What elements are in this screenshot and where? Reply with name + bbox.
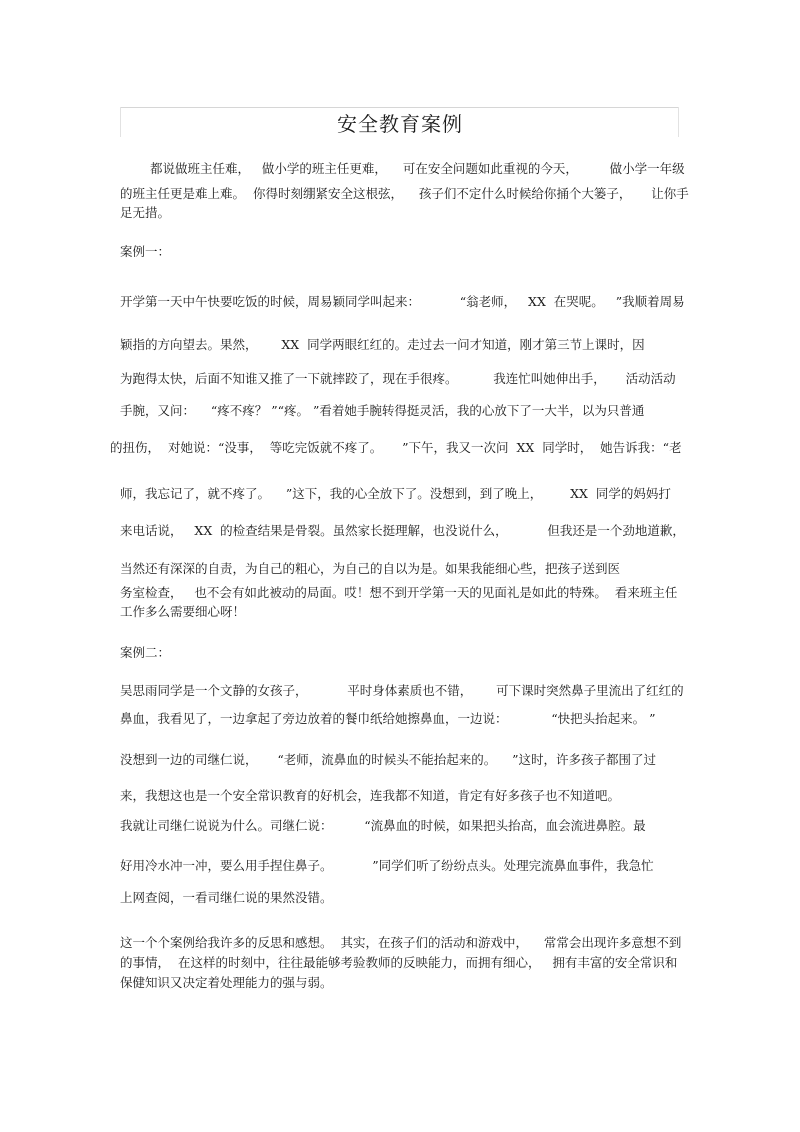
conclusion-line: 保健知识又决定着处理能力的强与弱。: [120, 975, 333, 990]
case-two-line: 好用冷水冲一冲，要么用手捏住鼻子。 ”同学们听了纷纷点头。处理完流鼻血事件，我急忙: [120, 858, 654, 873]
case-one-heading: 案例一：: [120, 244, 171, 259]
case-one-line: 为跑得太快，后面不知谁又推了一下就摔跤了，现在手很疼。 我连忙叫她伸出手， 活动活动: [120, 371, 676, 386]
intro-line: 的班主任更是难上难。 你得时刻绷紧安全这根弦， 孩子们不定什么时候给你捅个大篓子， 让你手: [120, 186, 689, 201]
document-title: 安全教育案例: [337, 112, 463, 136]
case-one-line: 工作多么需要细心呀！: [120, 604, 246, 619]
case-one-line: 来电话说， XX 的检查结果是骨裂。虽然家长挺理解，也没说什么， 但我还是一个劲地道歉，: [120, 523, 685, 538]
case-one-line: 当然还有深深的自责，为自己的粗心，为自己的自以为是。如果我能细心些，把孩子送到医: [120, 561, 621, 576]
case-two-line: 鼻血，我看见了，一边拿起了旁边放着的餐巾纸给她擦鼻血，一边说： “快把头抬起来。 ”: [120, 711, 656, 726]
intro-line: 都说做班主任难， 做小学的班主任更难， 可在安全问题如此重视的今天， 做小学一年级: [150, 161, 685, 176]
case-one-line: 师，我忘记了，就不疼了。 ”这下，我的心全放下了。没想到，到了晚上， XX 同学的妈妈打: [120, 486, 671, 501]
case-two-line: 来，我想这也是一个安全常识教育的好机会，连我都不知道，肯定有好多孩子也不知道吧。: [120, 788, 621, 803]
case-one-line: 开学第一天中午快要吃饭的时候，周易颖同学叫起来： “翁老师， XX 在哭呢。 ”我顺着周易: [120, 294, 685, 309]
case-two-line: 我就让司继仁说说为什么。司继仁说： “流鼻血的时候，如果把头抬高，血会流进鼻腔。最: [120, 818, 646, 833]
case-one-line: 颖指的方向望去。果然， XX 同学两眼红红的。走过去一问才知道，刚才第三节上课时，因: [120, 337, 645, 352]
conclusion-line: 的事情， 在这样的时刻中，往往最能够考验教师的反映能力，而拥有细心， 拥有丰富的安全常识和: [120, 955, 678, 970]
conclusion-line: 这一个个案例给我许多的反思和感想。 其实，在孩子们的活动和游戏中， 常常会出现许多意想不到: [120, 935, 682, 950]
case-two-heading: 案例二：: [120, 645, 171, 660]
case-one-line: 的扭伤， 对她说：“没事， 等吃完饭就不疼了。 ”下午，我又一次问 XX 同学时， 她告诉我：“老: [110, 440, 682, 455]
case-two-line: 吴思雨同学是一个文静的女孩子， 平时身体素质也不错， 可下课时突然鼻子里流出了红红的: [120, 683, 684, 698]
case-one-line: 务室检查， 也不会有如此被动的局面。哎！想不到开学第一天的见面礼是如此的特殊。 看来班主任: [120, 585, 678, 600]
intro-line: 足无措。: [120, 205, 171, 220]
case-two-line: 没想到一边的司继仁说， “老师，流鼻血的时候头不能抬起来的。 ”这时，许多孩子都围了过: [120, 752, 657, 767]
case-two-line: 上网查阅，一看司继仁说的果然没错。: [120, 890, 333, 905]
case-one-line: 手腕，又问： “疼不疼？ ”“疼。 ”看着她手腕转得挺灵活，我的心放下了一大半，以为只普通: [120, 403, 645, 418]
